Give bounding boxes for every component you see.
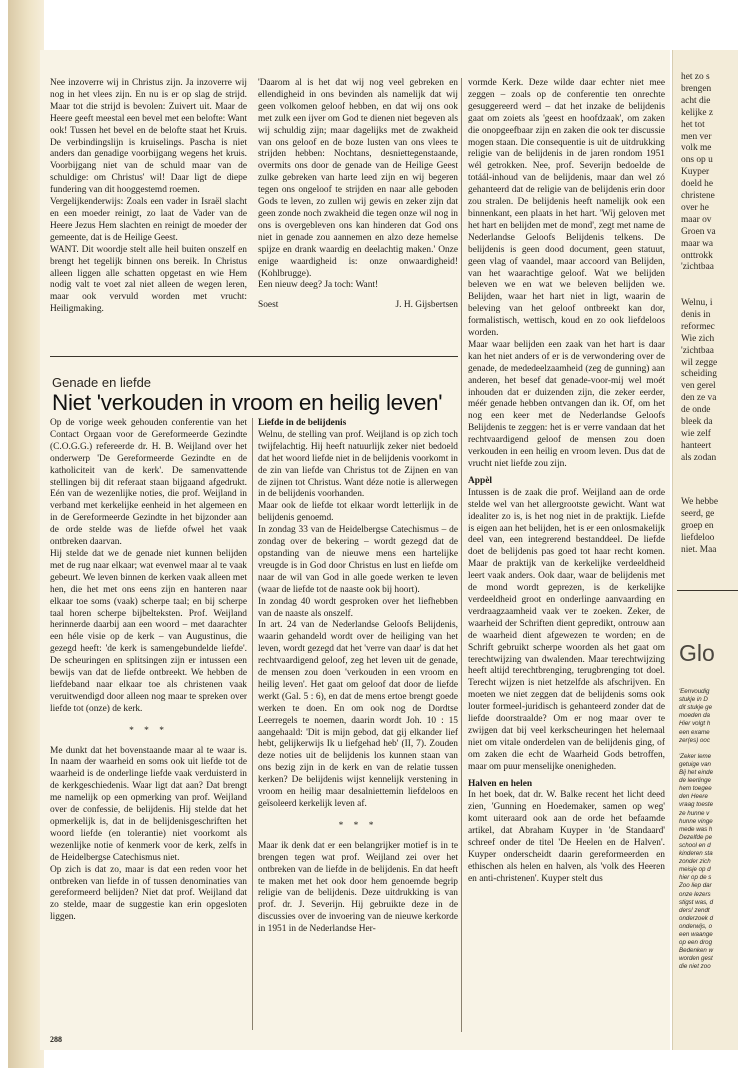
paragraph: Vergelijkenderwijs: Zoals een vader in Israël slacht en een moeder reinigt, zo laat de Vader van de Heere Jezus Hem slachten en reinigt de moeder der gemeente, dat is de Heilige Geest. (50, 197, 247, 243)
column-rule (461, 78, 462, 1032)
paragraph: WANT. Dit woordje stelt alle heil buiten onszelf en brengt het tegelijk binnen ons bereik. In Christus alleen liggen alle schatten opgetast en wie Hem nodig valt te voet zal niet alleen de wegen leren, maar ook vervuld worden met vrucht: Heiligmaking. (50, 244, 247, 315)
facing-line: ze hunne v (679, 809, 710, 817)
page-binding-edge (8, 0, 44, 1068)
facing-line: ven gerel (681, 381, 716, 392)
paragraph: Een nieuw deeg? Ja toch: Want! (258, 280, 379, 291)
facing-line: op een drog (679, 939, 713, 947)
facing-page (672, 50, 738, 1050)
facing-line: 'Zeker leme (679, 752, 712, 760)
facing-line: zer(es) ooc (679, 736, 710, 744)
article-headline: Niet 'verkouden in vroom en heilig leven' (52, 390, 443, 415)
facing-line: onderwijs, o (679, 922, 713, 930)
facing-line: men ver (681, 131, 712, 142)
paragraph: Maar ik denk dat er een belangrijker motief is in te brengen tegen wat prof. Weijland zei over het ontbreken van de liefde in de belijdenis. En dat heeft te maken met het ook door hem genoemde begrip religie van de belijdenis. Deze uitdrukking is van prof. dr. J. Severijn. Hij gebruikte deze in de discussies over de invoering van de nieuwe kerkorde in 1951 in de Nederlandse Her- (258, 840, 458, 935)
paragraph: Intussen is de zaak die prof. Weijland aan de orde stelde wel van het allergrootste gewicht. Want wat idealiter zo is, is het nog niet in de praktijk. Liefde is eigen aan het belijden, het is er een onlosmakelijk deel van, een integrerend bestanddeel. De liefde doet de belijdenis pas goed tot haar recht komen. Maar de praktijk van de kerkelijke verdeeldheid leert vaak anders. Ook daar, waar de belijdenis met de mond wordt geprezen, is de kerkelijke verdeeldheid groot en onderlinge aanvaarding en verdraagzaamheid vaak ver te zoeken. Zeker, de waarheid der Schriften dient gepredikt, ontrouw aan de waarheid dient afgewezen te worden; en de Schrift gebruikt scherpe woorden als het gaat om terechtwijzing van dwalenden. Maar terechtwijzing heeft altijd terechtbrenging, terugbrenging tot doel. Terecht wijzen is niet hetzelfde als afschrijven. En moeten we niet zeggen dat de belijdenis soms ook louter formeel-juridisch is gehanteerd zonder dat de liefde doorstraalde? Om er nog maar over te zwijgen dat bij veel kerkscheuringen het helemaal niet om vitale onderdelen van de belijdenis ging, of om zaken die echt de Waarheid Gods betroffen, maar om puur menselijke onenigheden. (468, 487, 665, 772)
facing-line: over he (681, 202, 709, 213)
facing-line: Dezelfde pe (679, 833, 713, 841)
facing-line: het tot (681, 119, 705, 130)
section-divider (677, 590, 738, 591)
facing-line: vraag toeste (679, 801, 714, 809)
signature-line (258, 300, 458, 312)
facing-heading: Glo (679, 640, 715, 666)
top-article-col1 (50, 78, 247, 316)
facing-line: Hier volgt h (679, 720, 711, 728)
facing-line: ons op u (681, 155, 713, 166)
author: J. H. Gijsbertsen (395, 300, 458, 311)
top-article-col2 (258, 78, 458, 312)
facing-line: Welnu, i (681, 298, 713, 308)
facing-line: stukje in D (679, 696, 708, 704)
paragraph: 'Daarom al is het dat wij nog veel gebreken en ellendigheid in ons bevinden als namelijk dat wij geen volkomen geloof hebben, en dat wij ons ook met zulk een ijver om God te dienen niet begeven als wij schuldig zijn; maar dagelijks met de zwakheid van ons geloof en de boze lusten van ons vlees te strijden hebben: Nochtans, desniettegenstaande, overmits ons door de genade van de Heilige Geest zulke gebreken van harte leed zijn en wij begeren tegen ons ongeloof te strijden en naar alle geboden Gods te leven, zo zullen wij gewis en zeker zijn dat geen zonde noch zwakheid die tegen onze wil nog in ons is overgebleven ons kan hinderen dat God ons niet in genade zou aannemen en alzo deze hemelse spijze en drank waardig en deelachtig maken.' Onze enige waardigheid is: onze onwaardigheid! (Kohlbrugge). (258, 78, 458, 279)
facing-line: worden gest (679, 955, 713, 963)
facing-line: hier op de s (679, 874, 712, 882)
facing-line: wie zelf (681, 428, 711, 439)
subheading: Appèl (468, 475, 492, 486)
paragraph: In art. 24 van de Nederlandse Geloofs Belijdenis, waarin gehandeld wordt over de heiliging van het leven, wordt gezegd dat het 'verre van daar' is dat het rechtvaardigend geloof, zeg het leven uit de genade, de mensen zou doen 'verkouden in een vroom en heilig leven'. Het gaat om geloof dat door de liefde werkt (Gal. 5 : 6), en dat de mens ertoe brengt goede werken te doen. En om ook nog de Dordtse Leerregels te noemen, daarin wordt Joh. 10 : 15 aangehaald: 'Dit is mijn gebod, dat gij elkander lief hebt, gelijkerwijs Ik u liefgehad heb' (II, 7). Zouden deze noties uit de belijdenis los kunnen staan van ons bezig zijn in de kerk en van de relatie tussen kerken? De belijdenis wijst kennelijk verstening in vroom en heilig maar desalniettemin liefdeloos en geïsoleerd kerkelijk leven af. (258, 620, 458, 809)
paragraph: In zondag 40 wordt gesproken over het liefhebben van de naaste als onszelf. (258, 596, 458, 619)
facing-line: denis in (681, 309, 711, 320)
facing-line: Zoo liep dar (679, 882, 712, 890)
facing-line: zonder zich (679, 858, 711, 866)
column-rule (252, 418, 253, 1030)
facing-line: christene (681, 191, 715, 201)
paragraph: Me dunkt dat het bovenstaande maar al te waar is. In naam der waarheid en soms ook uit liefde tot de waarheid is de onderlinge liefde vaak verduisterd in de kerkgeschiedenis. Waar ligt dat aan? Dat brengt me namelijk op een opmerking van prof. Weijland over de confessie, de belijdenis. Hij stelde dat het opmerkelijk is, dat in de belijdenisgeschriften het woord liefde (en tolerantie) niet voorkomt als wezenlijke notie of kenmerk voor de kerk, zelfs in de Heidelbergse Catechismus niet. (50, 745, 247, 863)
article-col-right (468, 78, 665, 886)
place: Soest (258, 300, 279, 311)
section-separator: * * * (129, 725, 168, 736)
facing-line: een exame (679, 728, 710, 736)
paragraph: In het boek, dat dr. W. Balke recent het licht deed zien, 'Gunning en Hoedemaker, samen op weg' komt uiteraard ook aan de orde het befaamde artikel, dat Abraham Kuyper in 'de Standaard' schreef onder de titel 'De Heelen en de Halven'. Kuyper onderscheidt daarin gereformeerden en ethischen als helen en halven, als 'volk des Heeren en anti-christenen'. Kuyper stelt dus (468, 790, 665, 884)
facing-line: Wie zich (681, 333, 715, 344)
facing-line: hunne vinge (679, 817, 713, 825)
facing-line: Bij het einde (679, 769, 714, 776)
facing-line: volk me (681, 143, 712, 154)
facing-line: het zo s (681, 72, 710, 82)
paragraph: Hij stelde dat we de genade niet kunnen belijden met de rug naar elkaar; wat evenwel maar al te vaak gebeurt. We leven binnen de kerken vaak alleen met hen, die het met ons eens zijn en hanteren naar elkaar toe soms (vaak) scherpe taal; en bij scherpe taal horen scherpe bijbelteksten. Prof. Weijland herinnerde daarbij aan een woord – met daarachter een héle visie op de kerk – van Augustinus, die gezegd heeft: 'de kerk is samengebundelde liefde'. De scheuringen en splitsingen zijn er intussen een bewijs van dat de liefde ontbreekt. We hebben de liefdeband naar elkaar toe als christenen vaak veruitwendigd door alleen nog maar te spreken over liefde tot (onze) de kerk. (50, 548, 247, 714)
facing-line: maar wa (681, 238, 714, 249)
facing-line: de leerlinge (679, 777, 711, 785)
paragraph: Maar ook de liefde tot elkaar wordt letterlijk in de belijdenis genoemd. (258, 501, 458, 524)
facing-line: den ze va (681, 393, 717, 404)
facing-line: moeden da (679, 712, 710, 720)
facing-line: scheiding (681, 369, 717, 380)
facing-line: getuige van (679, 760, 711, 768)
facing-line: een waange (679, 931, 713, 938)
article-kicker: Genade en liefde (52, 375, 152, 390)
paragraph: vormde Kerk. Deze wilde daar echter niet mee zeggen – zoals op de conferentie ten onrechte gesuggereerd werd – dat het inzake de belijdenis gaat om zoiets als 'geest en hoofdzaak', om zaken die onopgeefbaar zijn en zaken die ook ter discussie mogen staan. Die consequentie is uit de uitdrukking religie van de belijdenis in de jaren rondom 1951 wél getrokken. Nee, prof. Severijn bedoelde de totáál-inhoud van de belijdenis, maar dan wel zó gehanteerd dat de religie van de belijdenis erin door zou stralen. De belijdenis heeft namelijk ook een binnenkant, een plaats in het hart. 'Wij geloven met het hart en belijden met de mond', zegt met name de Nederlandse Geloofs Belijdenis telkens. De belijdenis is geen dood document, geen statuut, geen vlag of vaandel, maar accoord van Belijden, van het waarachtige geloof. Wat we belijden beleven we en wat we beleven belijden we. Belijden, waar het hart niet in ligt, waarin de beleving van het geloof ontbreekt kan dor, formalistisch, wettisch, koud en zo ook liefdeloos worden. (468, 78, 665, 339)
facing-line: als zodan (681, 452, 717, 463)
facing-line: niet. Maa (681, 544, 717, 555)
facing-line: hanteert (681, 440, 712, 451)
facing-line: acht die (681, 95, 711, 106)
paragraph: Nee inzoverre wij in Christus zijn. Ja inzoverre wij nog in het vlees zijn. En nu is er op slag de strijd. Maar tot die strijd is bevolen: Zuivert uit. Maar de Heere geeft meestal een bevel met een belofte: Want ook! Tussen het bevel en de belofte staat het Kruis. De verbindingslijn is kruiselings. Pascha is niet anders dan genadige voorbijgang wegens het kruis. Voorbijgang niet van de schuld maar van de schuldige: om Christus' wil! Daar ligt de diepe fundering van dit hooggestemd roemen. (50, 78, 247, 196)
facing-line: groep en (681, 520, 714, 531)
article-col-left (50, 418, 247, 924)
facing-line: school en d (679, 841, 711, 849)
facing-line: kelijke z (681, 107, 714, 118)
facing-line: reformec (681, 321, 715, 332)
facing-line: liefdeloo (681, 532, 715, 543)
facing-line: 'Eenvoudig (679, 688, 710, 695)
facing-line: brengen (681, 83, 712, 94)
facing-line: Kuyper (681, 167, 710, 178)
facing-line: maar ov (681, 214, 712, 225)
paragraph: Maar waar belijden een zaak van het hart is daar kan het niet anders of er is de verwondering over de genade, de mededeelzaamheid (zeg de gunning) aan anderen, het besef dat genade-voor-mij wel moét inhouden dat er duizenden zijn, die zeker eerder, méér genade hebben ontvangen dan ik. Of, om het nog een keer met de Nederlandse Geloofs Belijdenis te zeggen: het is er verre vandaan dat het rechtvaardigend geloof de mensen zou doen verkouden in een heilig en vroom leven. Dus dat de vrucht niet liefde zou zijn. (468, 339, 665, 469)
facing-line: wil zegge (681, 357, 718, 368)
facing-line: seerd, ge (681, 508, 715, 519)
subheading: Liefde in de belijdenis (258, 418, 347, 428)
facing-line: den Heere (679, 793, 708, 801)
facing-line: onderzoek d (679, 914, 714, 922)
facing-line: de onde (681, 405, 711, 416)
facing-line: mede was h (679, 825, 713, 833)
paragraph: Op de vorige week gehouden conferentie van het Contact Orgaan voor de Gereformeerde Gezindte (C.O.G.G.) refereerde dr. H. B. Weijland over het onderwerp 'De Gereformeerde Gezindte en de katholiciteit van de kerk'. De samenvattende stellingen bij dit referaat staan bijgaand afgedrukt. Eén van de wezenlijke noties, die prof. Weijland in verband met kerkelijke eenheid in het algemeen en in de Gereformeerde Gezindte in het bijzonder aan de orde stelde was de liefde ofwel het vaak ontbreken daarvan. (50, 418, 247, 548)
facing-line: Groen va (681, 226, 716, 237)
paragraph: In zondag 33 van de Heidelbergse Catechismus – de zondag over de bekering – wordt gezegd dat de opstanding van de nieuwe mens een hartelijke vreugde is in God door Christus en lust en liefde om naar de wil van God in alle goede werken te leven (waar de liefde tot de naaste ook bij hoort). (258, 525, 458, 595)
facing-line: meisje op d (679, 866, 711, 874)
paragraph: Op zich is dat zo, maar is dat een reden voor het ontbreken van liefde in of tussen denominaties van gereformeerd belijden? Niet dat prof. Weijland dat zo stelde, maar de suggestie kan erin opgesloten liggen. (50, 864, 247, 923)
facing-line: We hebbe (681, 497, 718, 507)
facing-line: bleek da (681, 417, 713, 427)
paragraph: Welnu, de stelling van prof. Weijland is op zich toch twijfelachtig. Hij heeft natuurlijk zeker niet bedoeld dat het woord liefde niet in de belijdenis voorkomt in de zin van liefde van Christus tot de Zijnen en van de zijnen tot Christus. Want déze notie is allerwegen in de belijdenis voorhanden. (258, 429, 458, 500)
facing-line: 'zichtbaa (681, 345, 714, 356)
facing-line: doeld he (681, 179, 714, 190)
subheading: Halven en helen (468, 778, 533, 789)
page-number: 288 (50, 1035, 62, 1044)
article-col-middle (258, 418, 458, 936)
facing-line: dit stukje ge (679, 704, 713, 712)
facing-line: kinderen sta (679, 850, 713, 857)
section-divider (50, 356, 458, 357)
facing-line: onze lezers (679, 890, 711, 898)
facing-line: stigst was, d (679, 898, 714, 906)
facing-line: Bedenken w (679, 947, 714, 955)
section-separator: * * * (338, 820, 378, 831)
facing-line: 'zichtbaa (681, 262, 714, 273)
facing-line: onttrokk (681, 250, 713, 261)
facing-line: hem toegee (679, 785, 712, 793)
facing-line: die niet zoo (679, 963, 711, 971)
facing-line: ders! zendt (679, 906, 710, 914)
